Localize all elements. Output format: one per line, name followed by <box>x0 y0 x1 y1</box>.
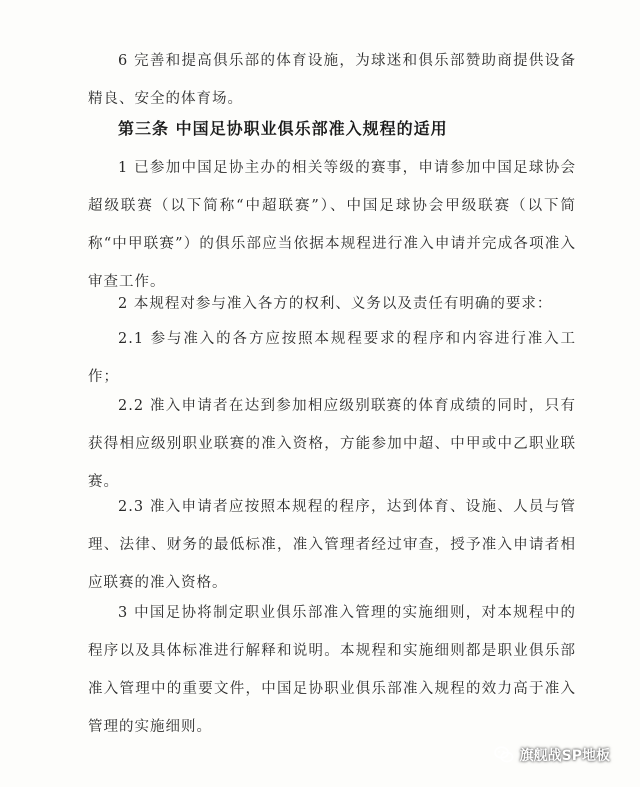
paragraph-clause-2-3: 2.3 准入申请者应按照本规程的程序，达到体育、设施、人员与管理、法律、财务的最低标准，准入管理者经过审查，授予准入申请者相应联赛的准入资格。 <box>88 499 576 591</box>
watermark <box>494 745 610 765</box>
paragraph-clause-1: 1 已参加中国足协主办的相关等级的赛事，申请参加中国足球协会超级联赛（以下简称“中超联赛”）、中国足球协会甲级联赛（以下简称“中甲联赛”）的俱乐部应当依据本规程进行准入申请并完成各项准入审查工作。 <box>88 160 576 290</box>
paragraph-clause-2: 2 本规程对参与准入各方的权利、义务以及责任有明确的要求： <box>118 296 553 312</box>
paragraph-clause-3: 3 中国足协将制定职业俱乐部准入管理的实施细则，对本规程中的程序以及具体标准进行解释和说明。本规程和实施细则都是职业俱乐部准入管理中的重要文件，中国足协职业俱乐部准入规程的效力高于准入管理的实施细则。 <box>88 605 576 735</box>
wechat-icon <box>494 746 514 764</box>
paragraph-item-6: 6 完善和提高俱乐部的体育设施，为球迷和俱乐部赞助商提供设备精良、安全的体育场。 <box>88 53 576 107</box>
watermark-text: 旗舰战SP地板 <box>519 748 610 764</box>
article-heading: 第三条 中国足协职业俱乐部准入规程的适用 <box>118 119 448 138</box>
paragraph-clause-2-1: 2.1 参与准入的各方应按照本规程要求的程序和内容进行准入工作； <box>88 331 576 385</box>
paragraph-clause-2-2: 2.2 准入申请者在达到参加相应级别联赛的体育成绩的同时，只有获得相应级别职业联赛的准入资格，方能参加中超、中甲或中乙职业联赛。 <box>88 398 576 490</box>
